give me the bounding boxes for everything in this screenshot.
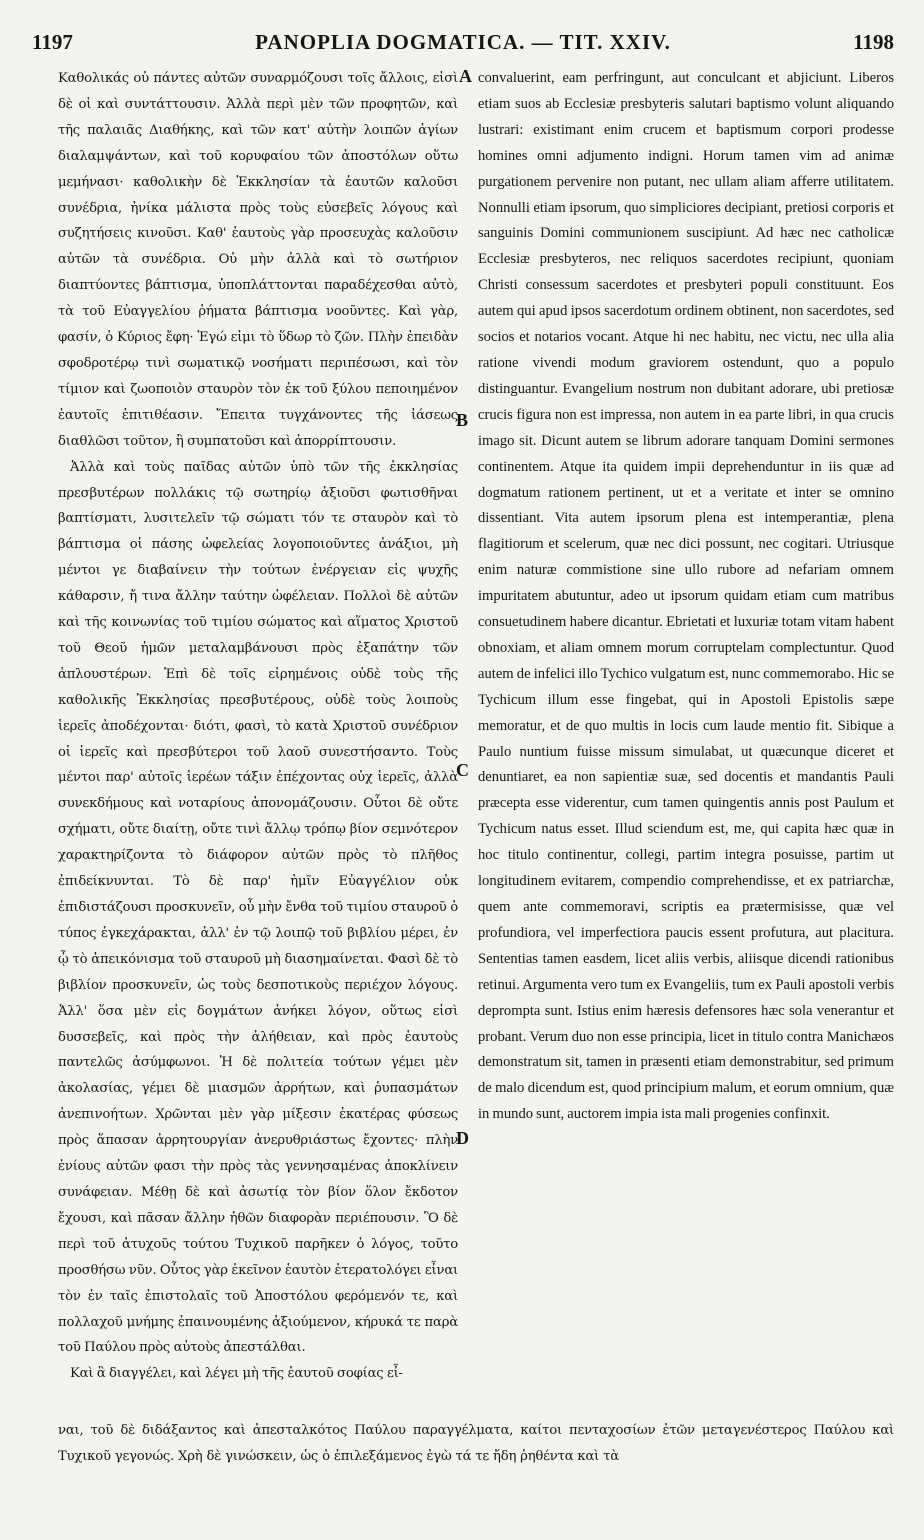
greek-text-column	[58, 66, 458, 1411]
latin-text-column	[478, 66, 894, 1411]
page-number-right: 1198	[853, 30, 894, 54]
section-marker-d: D	[456, 1128, 469, 1148]
greek-paragraph: Καὶ ἃ διαγγέλει, καὶ λέγει μὴ τῆς ἑαυτοῦ σοφίας εἶ-	[70, 1366, 403, 1382]
greek-paragraph: Ἀλλὰ καὶ τοὺς παῖδας αὐτῶν ὑπὸ τῶν τῆς ἐκκλησίας πρεσβυτέρων πολλάκις τῷ σωτηρίῳ ἀξιοῦσι φωτισθῆναι βαπτίσματι, λυσιτελεῖν τῷ σώματι τόν τε σταυρὸν καὶ τὸ βάπτισμα οἱ πάσης ὠφελείας λογοποιοῦντες ἀνάξιοι, μὴ μέντοι γε διαβαίνειν τὴν τούτων ἐνέργειαν εἰς ψυχῆς κάθαρσιν, ἤ τινα ἄλλην ταύτην ὠφέλειαν. Πολλοὶ δὲ αὐτῶν καὶ τῆς κοινωνίας τοῦ τιμίου σώματος καὶ αἵματος Χριστοῦ τοῦ Θεοῦ ἡμῶν μεταλαμβάνουσι πρὸς ἐξαπάτην τῶν ἁπλουστέρων. Ἐπὶ δὲ τοῖς εἰρημένοις οὐδὲ τοὺς τῆς καθολικῆς Ἐκκλησίας πρεσβυτέρους, οὐδὲ τοὺς λοιποὺς ἱερεῖς ἀποδέχονται· διότι, φασὶ, τὸ κατὰ Χριστοῦ συνέδριον οἱ ἱερεῖς καὶ πρεσβύτεροι τοῦ λαοῦ συνεστήσαντο. Τοὺς μέντοι παρ' αὐτοῖς ἱερέων τάξιν ἐπέχοντας οὐχ ἱερεῖς, ἀλλὰ συνεκδήμους καὶ νοταρίους ἀπονομάζουσιν. Οὗτοι δὲ οὔτε σχήματι, οὔτε διαίτῃ, οὔτε τινὶ ἄλλῳ τρόπῳ βίον σεμνότερον χαρακτηρίζοντα τὸ διάφορον αὐτῶν πρὸς τὸ πλῆθος ἐπιδείκνυνται. Τὸ δὲ παρ' ἡμῖν Εὐαγγέλιον οὐκ ἐπιδιστάζουσι προσκυνεῖν, οὗ μὴν ἔνθα τοῦ τιμίου σταυροῦ ὁ τύπος ἐγκεχάρακται, ἀλλ' ἐν τῷ λοιπῷ τοῦ βιβλίου μέρει, ἐν ᾧ τὸ ἀπεικόνισμα τοῦ σταυροῦ μὴ διασημαίνεται. Φασὶ δὲ τὸ βιβλίον προσκυνεῖν, ὡς τοὺς δεσποτικοὺς περιέχον λόγους. Ἀλλ' ὅσα μὲν εἰς δογμάτων ἀνήκει λόγον, οὕτως εἰσὶ δυσσεβεῖς, καὶ πρὸς τὴν ἀλήθειαν, καὶ πρὸς ἑαυτοὺς παντελῶς ἀσύμφωνοι. Ἡ δὲ πολιτεία τούτων γέμει μὲν ἀκολασίας, γέμει δὲ μιασμῶν ἀρρήτων, καὶ ῥυπασμάτων ἀνεπινοήτων. Χρῶνται μὲν γὰρ μίξεσιν ἑκατέρας φύσεως πρὸς ἅπασαν ἀρρητουργίαν ἀνερυθριάστως ἔχοντες· πλὴν ἐνίους αὐτῶν φασι τὴν πρὸς τὰς γεννησαμένας ἀποκλίνειν συνάφειαν. Μέθῃ δὲ καὶ ἀσωτίᾳ τὸν βίον ὅλον ἔκδοτον ἔχουσι, καὶ πᾶσαν ἄλλην ἠθῶν διαφορὰν περιέπουσιν. Ὃ δὲ περὶ τοῦ ἀτυχοῦς τούτου Τυχικοῦ παρῆκεν ὁ λόγος, τοῦτο προσθήσω νῦν. Οὗτος γὰρ ἐκεῖνον ἑαυτὸν ἐτερατολόγει εἶναι τὸν ἐν ταῖς ἐπιστολαῖς τοῦ Ἀποστόλου φερόμενόν τε, καὶ πολλαχοῦ μνήμης ἐπαινουμένης ἀξιούμενον, κήρυκά τε παρὰ τοῦ Παύλου πρὸς αὐτοὺς ἀπεστάλθαι.	[58, 459, 458, 1356]
latin-paragraph: convaluerint, eam perfringunt, aut conculcant et abjiciunt. Liberos etiam suos ab Ecclesiæ presbyteris salutari baptismo volunt aliquando lustrari: existimant enim crucem et baptismum corpori prodesse homines omni adjumento indigni. Horum tamen vim ad animæ purgationem pervenire non putant, nec ullam aliam afferre utilitatem. Nonnulli etiam ipsorum, quo simpliciores decipiant, pretiosi corporis et sanguinis Domini communionem suscipiunt. Ad hæc nec catholicæ Ecclesiæ presbyteros, nec reliquos sacerdotes recipiunt, quoniam Christi consessum sacerdotes et presbyteri populi constituunt. Eos autem qui apud ipsos sacerdotum ordinem obtinent, non sacerdotes, sed socios et notarios vocant. Atque hi nec habitu, nec victu, nec ulla alia ratione vivendi modum graviorem ostendunt, quo a populo distinguantur. Evangelium nostrum non dubitant adorare, ubi pretiosæ crucis figura non est impressa, non autem in ea parte libri, in qua crucis imago sit. Dicunt autem se librum adorare tanquam Domini sermones continentem. Atque ita quidem impii deprehenduntur in iis quæ ad dogmatum rationem pertinent, ut et a veritate et inter se omnino dissentiant. Vita autem ipsorum plena est intemperantiæ, plena flagitiorum et scelerum, quæ nec dici possunt, nec cogitari. Utriusque enim naturæ commistione sine ullo rubore ad nefariam omnem impuritatem abutuntur, adeo ut ipsorum quidam etiam cum matribus consuetudinem habere dicantur. Ebrietati et luxuriæ totam vitam habent obnoxiam, et aliam omnem morum corruptelam complectuntur. Quod autem de infelici illo Tychico vulgatum est, nunc commemorabo. Hic se Tychicum illum esse fingebat, qui in Apostoli Epistolis sæpe memoratur, et de quo multis in locis cum laude mentio fit. Sibique a Paulo nuntium fuisse missum simulabat, ut quæcunque diceret et denuntiaret, ea non sapientiæ suæ, sed docentis et mandantis Pauli præcepta esse viderentur, cum tamen quingentis annis post Paulum et Tychicum natus esset. Illud sciendum est, me, qui capita hæc quæ in hoc titulo continentur, collegi, partim integra posuisse, partim ut longitudinem evitarem, compendio comprehendisse, et ex patriarchæ, quem ante commemoravi, scriptis ea prætermisisse, quæ vel profundiora, vel imperfectiora paucis essent profutura, aut placitura. Sententias tamen easdem, licet aliis verbis, aliisque dicendi rationibus retinui. Argumenta vero tum ex Evangeliis, tum ex Pauli apostoli verbis deprompta sunt. Istius enim hæresis defensores hæc sola venerantur et probant. Verum duo non esse principia, licet in titulo contra Manichæos demonstratum sit, tamen in præsenti etiam demonstrabitur, sed primum de malo dicendum est, quod principium malum, et eorum omnium, quæ in mundo sunt, auctorem impia ista mali progenies confinxit.	[478, 70, 894, 1123]
section-marker-a: A	[459, 66, 472, 86]
section-marker-b: B	[456, 410, 469, 430]
greek-footer-text: ναι, τοῦ δὲ διδάξαντος καὶ ἀπεσταλκότος Παύλου παραγγέλματα, καίτοι πενταχοσίων ἐτῶν μεταγενέστερος Παύλου καὶ Τυχικοῦ γεγονώς. Χρὴ δὲ γινώσκειν, ὡς ὁ ἐπιλεξάμενος ἐγὼ τά τε ἤδη ῥηθέντα καὶ τὰ	[58, 1423, 894, 1464]
section-marker-c: C	[456, 760, 469, 780]
page-number-left: 1197	[32, 30, 73, 54]
page-header	[32, 30, 894, 64]
greek-paragraph: Καθολικάς οὐ πάντες αὐτῶν συναρμόζουσι τοῖς ἄλλοις, εἰσὶ δὲ οἱ καὶ συντάττουσιν. Ἀλλὰ περὶ μὲν τῶν προφητῶν, καὶ τῆς παλαιᾶς Διαθήκης, καὶ τῶν κατ' αὐτὴν λοιπῶν ἁγίων διαλαμψάντων, καὶ τοῦ κορυφαίου τῶν ἀποστόλων οὕτω μεμήνασι· καθολικὴν δὲ Ἐκκλησίαν τὰ ἑαυτῶν καλοῦσι συνέδρια, ἡνίκα μάλιστα πρὸς τοὺς εὐσεβεῖς λόγους καὶ συζητήσεις κινοῦσι. Καθ' ἑαυτοὺς γὰρ προσευχὰς καλοῦσιν αὐτῶν τὰ συνέδρια. Οὐ μὴν ἀλλὰ καὶ τὸ σωτήριον διαπτύοντες βάπτισμα, ὑποπλάττονται παραδέχεσθαι αὐτὸ, τὰ τοῦ Εὐαγγελίου ῥήματα βάπτισμα νοοῦντες. Καὶ γὰρ, φασίν, ὁ Κύριος ἔφη· Ἐγώ εἰμι τὸ ὕδωρ τὸ ζῶν. Πλὴν ἐπειδὰν σφοδροτέρῳ τινὶ σωματικῷ νοσήματι περιπέσωσι, καὶ τὸν τίμιον καὶ ζωοποιὸν σταυρὸν τὸν ἐκ τοῦ ξύλου πεποιημένον ἑαυτοῖς ἐπιτιθέασιν. Ἔπειτα τυγχάνοντες τῆς ἰάσεως διαθλῶσι τοῦτον, ἢ συμπατοῦσι καὶ ἀπορρίπτουσιν.	[58, 71, 458, 449]
running-title: PANOPLIA DOGMATICA. — TIT. XXIV.	[255, 30, 671, 54]
